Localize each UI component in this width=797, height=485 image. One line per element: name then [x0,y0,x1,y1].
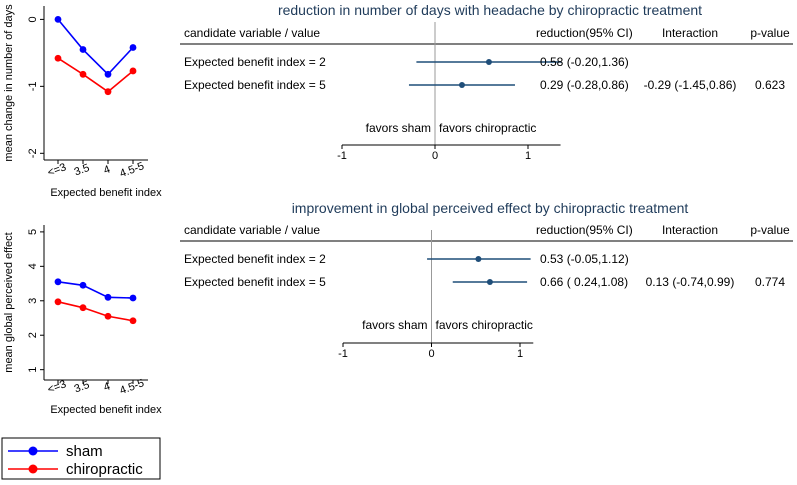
x-tick-label: 3.5 [72,161,92,179]
data-point-chiropractic [105,313,112,320]
row-label: Expected benefit index = 5 [184,78,326,92]
y-tick-label: 3 [27,297,39,304]
forest-x-tick-label: 0 [431,150,439,162]
forest-x-tick-label: 0 [428,348,435,360]
y-axis-label: mean global perceived effect [3,232,15,373]
x-tick-label: <=3 [46,378,68,397]
data-point-chiropractic [55,298,62,305]
data-point-sham [80,282,87,289]
x-tick-label: 4 [102,163,112,177]
x-tick-label: <=3 [46,161,68,180]
x-axis-label: Expected benefit index [50,187,162,199]
interaction-text: 0.13 (-0.74,0.99) [645,275,735,289]
point-estimate [459,82,465,88]
point-estimate [487,279,493,285]
y-tick-label: 1 [27,366,39,373]
favors-left-label: favors sham [365,121,431,135]
header-pvalue: p-value [750,223,790,237]
point-estimate [486,59,492,65]
legend-swatch-marker-chiropractic [29,465,38,474]
header-variable: candidate variable / value [184,26,321,40]
header-interaction: Interaction [661,223,719,237]
ci-text: 0.58 (-0.20,1.36) [540,55,629,69]
y-tick-label: 2 [27,332,39,339]
y-tick-label: 4 [27,263,39,270]
row-label: Expected benefit index = 2 [184,55,326,69]
y-tick-label: -2 [27,148,39,159]
data-point-sham [130,44,137,51]
data-point-sham [55,278,62,285]
pvalue-text: 0.623 [754,78,786,92]
point-estimate [475,256,481,262]
ci-text: 0.53 (-0.05,1.12) [540,252,629,266]
y-tick-label: 5 [27,228,39,235]
line-panel-global-perceived-effect [3,225,162,416]
ci-text: 0.66 ( 0.24,1.08) [540,275,629,289]
data-point-sham [105,71,112,78]
data-point-chiropractic [130,317,137,324]
legend-label-sham: sham [66,443,103,460]
favors-left-label: favors sham [362,318,428,332]
header-variable: candidate variable / value [184,223,321,237]
favors-right-label: favors chiropractic [439,121,537,135]
data-point-chiropractic [130,68,137,75]
ci-text: 0.29 (-0.28,0.86) [540,78,629,92]
data-point-chiropractic [80,304,87,311]
y-axis-label: mean change in number of days [3,4,15,162]
y-tick-label: 0 [27,16,39,23]
header-estimate: reduction(95% CI) [536,223,633,237]
interaction-text: -0.29 (-1.45,0.86) [643,78,737,92]
legend [2,438,160,479]
line-panel-headache-days [3,4,162,199]
series-line-sham [58,282,133,298]
data-point-chiropractic [80,71,87,78]
panels-layer [3,2,793,416]
forest-forest-gpe [180,200,793,360]
data-point-chiropractic [55,55,62,62]
row-label: Expected benefit index = 2 [184,252,326,266]
header-interaction: Interaction [661,26,719,40]
forest-x-tick-label: 1 [516,348,524,360]
forest-x-tick-label: -1 [337,150,347,162]
forest-forest-headache [180,2,793,162]
forest-title: reduction in number of days with headache by chiropractic treatment [277,2,703,18]
pvalue-text: 0.774 [754,275,786,289]
x-tick-label: 4.5-5 [118,160,146,181]
series-line-chiropractic [58,58,133,91]
data-point-sham [105,294,112,301]
data-point-chiropractic [105,88,112,95]
forest-x-tick-label: -1 [338,348,348,360]
x-tick-label: 4 [102,380,112,394]
x-axis-label: Expected benefit index [50,404,162,416]
data-point-sham [130,295,137,302]
x-tick-label: 3.5 [72,378,92,396]
header-estimate: reduction(95% CI) [536,26,633,40]
series-line-chiropractic [58,302,133,321]
legend-swatch-marker-sham [29,447,38,456]
header-pvalue: p-value [750,26,790,40]
favors-right-label: favors chiropractic [435,318,533,332]
data-point-sham [55,16,62,23]
data-point-sham [80,46,87,53]
x-tick-label: 4.5-5 [118,377,146,398]
y-tick-label: -1 [27,81,39,92]
legend-label-chiropractic: chiropractic [66,461,143,478]
forest-x-tick-label: 1 [524,150,532,162]
forest-title: improvement in global perceived effect by chiropractic treatment [291,200,689,216]
row-label: Expected benefit index = 5 [184,275,326,289]
